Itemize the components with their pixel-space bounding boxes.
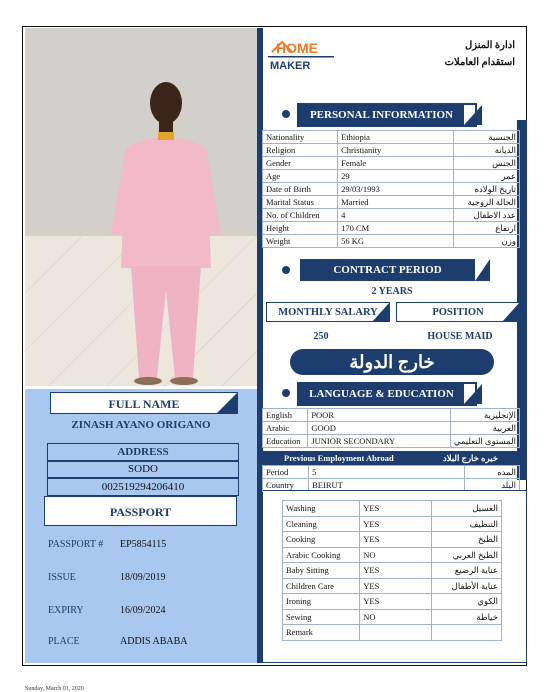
employment-header <box>262 451 520 465</box>
label: English <box>263 409 308 422</box>
skills-table <box>282 500 502 641</box>
table-row <box>263 144 520 157</box>
label-ar: تاريخ الولادة <box>454 183 520 196</box>
label-ar: الديانة <box>454 144 520 157</box>
label-ar: البلد <box>465 479 520 492</box>
contract-period-value: 2 YEARS <box>371 286 413 297</box>
label-ar: الكوي <box>431 594 501 610</box>
value: 5 <box>309 466 465 479</box>
salary-value: 250 <box>313 331 329 342</box>
value: YES <box>360 578 432 594</box>
table-row <box>283 547 502 563</box>
value: BEIRUT <box>309 479 465 492</box>
passport-title: PASSPORT <box>44 496 237 526</box>
value: POOR <box>308 409 450 422</box>
table-row <box>283 594 502 610</box>
label: Remark <box>283 625 360 641</box>
value: JUNIOR SECONDARY <box>308 435 450 448</box>
table-row <box>263 196 520 209</box>
value: GOOD <box>308 422 450 435</box>
candidate-photo <box>25 28 257 386</box>
table-row <box>263 157 520 170</box>
table-row <box>263 409 520 422</box>
value: YES <box>360 594 432 610</box>
corner-mark <box>216 392 238 414</box>
footer-date: Sunday, March 01, 2020 <box>25 686 84 692</box>
label: Country <box>263 479 309 492</box>
table-row <box>263 466 520 479</box>
label: Religion <box>263 144 338 157</box>
label-ar: المده <box>465 466 520 479</box>
personal-info-table <box>262 130 520 248</box>
label: Cooking <box>283 532 360 548</box>
label-ar: وزن <box>454 235 520 248</box>
address-label: ADDRESS <box>47 443 239 461</box>
personal-info-header: PERSONAL INFORMATION <box>299 105 464 125</box>
value: Female <box>338 157 454 170</box>
label-ar: الغسيل <box>431 501 501 517</box>
place-value: ADDIS ABABA <box>120 636 188 647</box>
value: NO <box>360 609 432 625</box>
label: Cleaning <box>283 516 360 532</box>
passport-number-label: PASSPORT # <box>48 539 104 550</box>
logo-line1: HOME <box>276 40 318 56</box>
employment-title-ar: خبره خارج البلاد <box>442 453 498 463</box>
position-label: POSITION <box>396 302 520 322</box>
value: 29/03/1993 <box>338 183 454 196</box>
label-ar: الحالة الزوجية <box>454 196 520 209</box>
bullet-icon <box>282 389 290 397</box>
full-name-value: ZINASH AYANO ORIGANO <box>71 419 211 431</box>
table-row <box>263 222 520 235</box>
agency-ar-2: استقدام العاملات <box>444 57 515 68</box>
value: YES <box>360 563 432 579</box>
table-row <box>283 625 502 641</box>
label-ar: العربية <box>450 422 519 435</box>
label: Nationality <box>263 131 338 144</box>
table-row <box>283 578 502 594</box>
label: Sewing <box>283 609 360 625</box>
value: 56 KG <box>338 235 454 248</box>
expiry-label: EXPIRY <box>48 605 84 616</box>
label: Date of Birth <box>263 183 338 196</box>
full-name-label: FULL NAME <box>50 392 238 414</box>
label-ar: خياطة <box>431 609 501 625</box>
address-city: SODO <box>47 461 239 478</box>
label-ar: الطبخ <box>431 532 501 548</box>
label-ar: ارتفاع <box>454 222 520 235</box>
value <box>360 625 432 641</box>
table-row <box>263 170 520 183</box>
table-row <box>263 235 520 248</box>
table-row <box>263 131 520 144</box>
label: Height <box>263 222 338 235</box>
home-maker-logo <box>268 34 338 78</box>
place-label: PLACE <box>48 636 80 647</box>
address-phone: 002519294206410 <box>47 478 239 496</box>
abroad-banner: خارج الدولة <box>290 349 494 375</box>
table-row <box>263 435 520 448</box>
contract-period-header: CONTRACT PERIOD <box>300 259 475 281</box>
issue-label: ISSUE <box>48 572 76 583</box>
label-ar: المستوى التعليمي <box>450 435 519 448</box>
monthly-salary-label: MONTHLY SALARY <box>266 302 390 322</box>
label: Arabic <box>263 422 308 435</box>
label-ar: عناية الأطفال <box>431 578 501 594</box>
issue-date: 18/09/2019 <box>120 572 166 583</box>
label: Children Care <box>283 578 360 594</box>
employment-title: Previous Employment Abroad <box>284 453 394 463</box>
logo-line2: MAKER <box>270 60 311 72</box>
label-ar: الجنس <box>454 157 520 170</box>
employment-table <box>262 465 520 492</box>
language-table <box>262 408 520 448</box>
label-ar: الطبخ العربي <box>431 547 501 563</box>
label-ar: الإنجليزية <box>450 409 519 422</box>
agency-ar-1: ادارة المنزل <box>465 40 515 51</box>
label-ar <box>431 625 501 641</box>
table-row <box>283 516 502 532</box>
language-education-header: LANGUAGE & EDUCATION <box>299 384 464 404</box>
label: No. of Children <box>263 209 338 222</box>
label: Washing <box>283 501 360 517</box>
value: 4 <box>338 209 454 222</box>
value: YES <box>360 532 432 548</box>
table-row <box>263 422 520 435</box>
label: Education <box>263 435 308 448</box>
label-ar: عناية الرضيع <box>431 563 501 579</box>
label: Weight <box>263 235 338 248</box>
bullet-icon <box>282 110 290 118</box>
label: Age <box>263 170 338 183</box>
value: Married <box>338 196 454 209</box>
value: 29 <box>338 170 454 183</box>
label: Gender <box>263 157 338 170</box>
value: NO <box>360 547 432 563</box>
expiry-date: 16/09/2024 <box>120 605 166 616</box>
table-row <box>283 563 502 579</box>
label-ar: عمر <box>454 170 520 183</box>
table-row <box>263 183 520 196</box>
position-value: HOUSE MAID <box>427 331 493 342</box>
value: YES <box>360 501 432 517</box>
label-ar: التنظيف <box>431 516 501 532</box>
table-row <box>283 609 502 625</box>
bullet-icon <box>282 266 290 274</box>
label-ar: عدد الاطفال <box>454 209 520 222</box>
label: Period <box>263 466 309 479</box>
label: Ironing <box>283 594 360 610</box>
value: Ethiopia <box>338 131 454 144</box>
table-row <box>263 209 520 222</box>
table-row <box>283 501 502 517</box>
label: Arabic Cooking <box>283 547 360 563</box>
value: YES <box>360 516 432 532</box>
label-ar: الجنسية <box>454 131 520 144</box>
table-row <box>283 532 502 548</box>
value: Christianity <box>338 144 454 157</box>
label: Baby Sitting <box>283 563 360 579</box>
value: 170 CM <box>338 222 454 235</box>
passport-number: EP5854115 <box>120 539 167 550</box>
label: Marital Status <box>263 196 338 209</box>
